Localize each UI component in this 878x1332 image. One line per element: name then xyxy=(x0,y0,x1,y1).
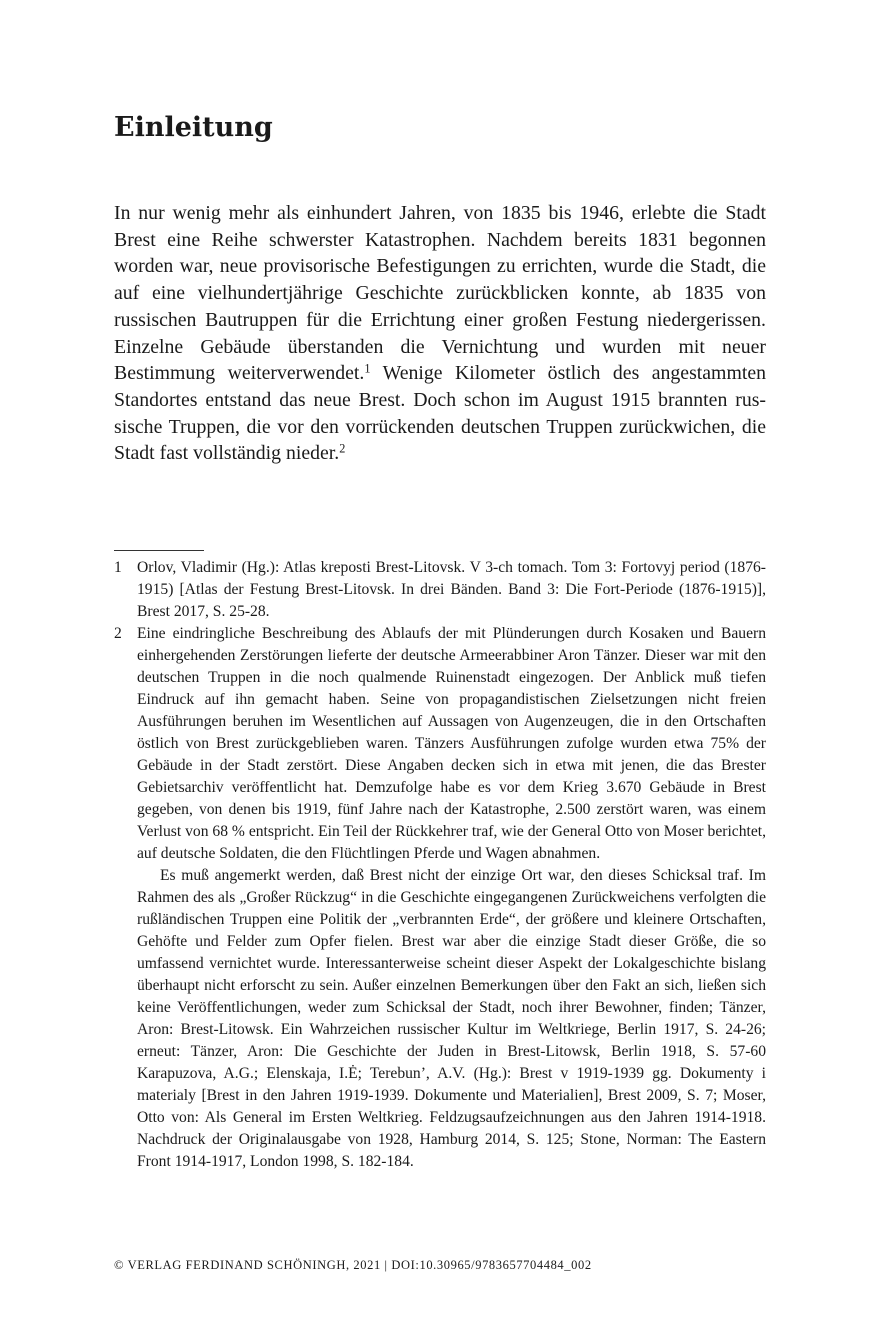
footnote-1 xyxy=(114,557,766,623)
footnote-paragraph: Eine eindringliche Beschreibung des Ablaufs der mit Plünderungen durch Kosaken und Bauern einhergehenden Zerstörungen lieferte der deutsche Armeerabbiner Aron Tänzer. Dieser war mit den deutschen Truppen in die noch qualmende Ruinenstadt eingezogen. Der Anblick muß tiefen Eindruck auf ihn gemacht haben. Seine von propagandistischen Zielsetzungen nicht freien Ausführungen beruhen im Wesentlichen auf Aussagen von Augenzeugen, die in den Ortschaften östlich von Brest zurückgeblieben waren. Tänzers Ausführungen zufolge wurden etwa 75% der Gebäude in der Stadt zerstört. Diese Angaben decken sich in etwa mit jenen, die das Brester Gebietsarchiv veröffentlicht hat. Demzufolge habe es vor dem Krieg 3.670 Gebäude in Brest gegeben, von denen bis 1919, fünf Jahre nach der Katastrophe, 2.500 zerstört waren, was einem Verlust von 68 % entspricht. Ein Teil der Rückkehrer traf, wie der General Otto von Moser berichtet, auf deutsche Soldaten, die den Flüchtlingen Pferde und Wagen abnahmen. xyxy=(137,625,766,862)
body-text-part-1: In nur wenig mehr als einhundert Jahren, von 1835 bis 1946, erlebte die Stadt Brest eine Reihe schwerster Katastrophen. Nachdem bereits 1831 begonnen worden war, neue provisorische Befestigungen zu errichten, wurde die Stadt, die auf eine vielhundertjährige Geschichte zurückblicken konnte, ab 1835 von russischen Bautruppen für die Errichtung einer großen Festung niedergerissen. Einzelne Gebäude überstanden die Vernichtung und wurden mit neuer Bestimmung weiterverwendet. xyxy=(114,202,766,385)
footnote-number: 2 xyxy=(114,625,122,642)
page-footer: © VERLAG FERDINAND SCHÖNINGH, 2021 | DOI:10.30965/9783657704484_002 xyxy=(114,1258,592,1272)
body-paragraph xyxy=(114,200,766,467)
footnote-paragraph: Orlov, Vladimir (Hg.): Atlas kreposti Brest-Litovsk. V 3-ch tomach. Tom 3: Fortovyj period (1876-1915) [Atlas der Festung Brest-Litovsk. In drei Bänden. Band 3: Die Fort-Periode (1876-1915)], Brest 2017, S. 25-28. xyxy=(137,559,766,620)
chapter-title: Einleitung xyxy=(114,112,273,143)
body-text-part-2: Wenige Kilometer östlich des angestammten Standortes entstand das neue Brest. Doch schon im August 1915 brannten russische Truppen, die vor den vorrückenden deutschen Truppen zurückwichen, die Stadt fast vollständig nieder. xyxy=(114,362,766,465)
footnotes xyxy=(114,557,766,1173)
footnote-ref-2[interactable]: 2 xyxy=(339,441,346,456)
footnote-separator xyxy=(114,550,204,551)
footnote-paragraph: Es muß angemerkt werden, daß Brest nicht der einzige Ort war, den dieses Schicksal traf. Im Rahmen des als „Großer Rückzug“ in die Geschichte eingegangenen Zurückweichens verfolgten die rußländischen Truppen eine Politik der „verbrannten Erde“, der größere und kleinere Ortschaften, Gehöfte und Felder zum Opfer fielen. Brest war aber die einzige Stadt dieser Größe, die so umfassend vernichtet wurde. Interessanterweise scheint dieser Aspekt der Lokalgeschichte bislang überhaupt nicht erforscht zu sein. Außer einzelnen Bemerkungen über den Fakt an sich, ließen sich keine Veröffentlichungen, weder zum Schicksal der Stadt, noch ihrer Bewohner, finden; Tänzer, Aron: Brest-Litowsk. Ein Wahrzeichen russischer Kultur im Weltkriege, Berlin 1917, S. 24-26; erneut: Tänzer, Aron: Die Geschichte der Juden in Brest-Litowsk, Berlin 1918, S. 57-60 Karapuzova, A.G.; Elenskaja, I.Ė; Terebun’, A.V. (Hg.): Brest v 1919-1939 gg. Dokumenty i materialy [Brest in den Jahren 1919-1939. Dokumente und Materialien], Brest 2009, S. 7; Moser, Otto von: Als General im Ersten Weltkrieg. Feldzugsaufzeichnungen aus den Jahren 1914-1918. Nachdruck der Originalausgabe von 1928, Hamburg 2014, S. 125; Stone, Norman: The Eastern Front 1914-1917, London 1998, S. 182-184. xyxy=(137,867,766,1170)
footnote-number: 1 xyxy=(114,559,122,576)
footnote-2 xyxy=(114,623,766,1173)
footnote-body xyxy=(137,557,766,623)
footnote-ref-1[interactable]: 1 xyxy=(364,361,371,376)
footnote-body xyxy=(137,623,766,1173)
